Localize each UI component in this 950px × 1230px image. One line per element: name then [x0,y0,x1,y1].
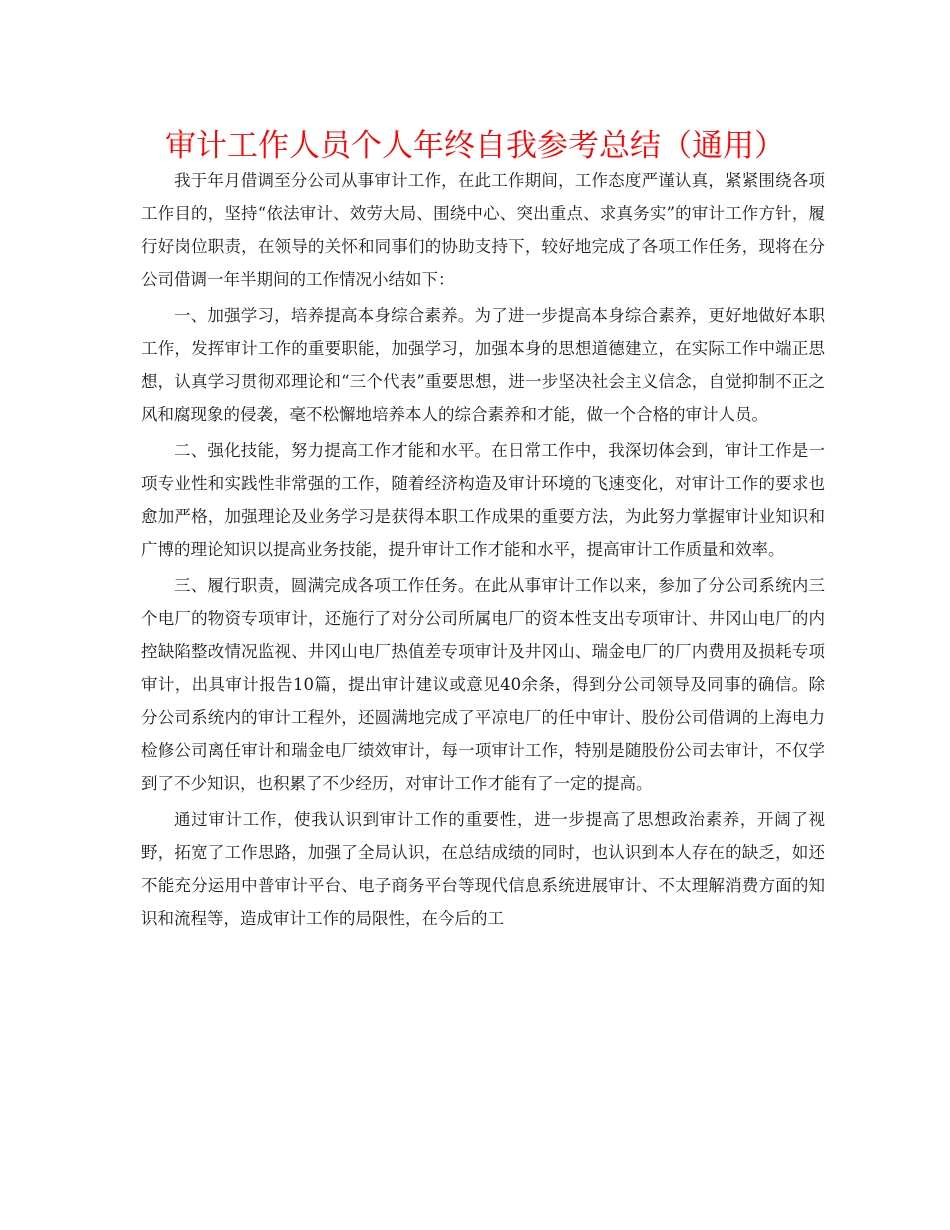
paragraph-section-3: 三、履行职责，圆满完成各项工作任务。在此从事审计工作以来，参加了分公司系统内三个电厂的物资专项审计，还施行了对分公司所属电厂的资本性支出专项审计、井冈山电厂的内控缺陷整改情况监视、井冈山电厂热值差专项审计及井冈山、瑞金电厂的厂内费用及损耗专项审计，出具审计报告10篇，提出审计建议或意见40余条，得到分公司领导及同事的确信。除分公司系统内的审计工程外，还圆满地完成了平凉电厂的任中审计、股份公司借调的上海电力检修公司离任审计和瑞金电厂绩效审计，每一项审计工作，特别是随股份公司去审计，不仅学到了不少知识，也积累了不少经历，对审计工作才能有了一定的提高。 [141,576,825,793]
document-title: 审计工作人员个人年终自我参考总结（通用） [165,128,785,164]
paragraph-section-1: 一、加强学习，培养提高本身综合素养。为了进一步提高本身综合素养，更好地做好本职工作，发挥审计工作的重要职能，加强学习，加强本身的思想道德建立，在实际工作中端正思想，认真学习贯彻邓理论和“三个代表”重要思想，进一步坚决社会主义信念，自觉抑制不正之风和腐现象的侵袭，毫不松懈地培养本人的综合素养和才能，做一个合格的审计人员。 [141,306,825,424]
paragraph-intro: 我于年月借调至分公司从事审计工作，在此工作期间，工作态度严谨认真，紧紧围绕各项工作目的，坚持“依法审计、效劳大局、围绕中心、突出重点、求真务实”的审计工作方针，履行好岗位职责，在领导的关怀和同事们的协助支持下，较好地完成了各项工作任务，现将在分公司借调一年半期间的工作情况小结如下： [141,171,825,289]
paragraph-summary: 通过审计工作，使我认识到审计工作的重要性，进一步提高了思想政治素养，开阔了视野，拓宽了工作思路，加强了全局认识，在总结成绩的同时，也认识到本人存在的缺乏，如还不能充分运用中普审计平台、电子商务平台等现代信息系统进展审计、不太理解消费方面的知识和流程等，造成审计工作的局限性，在今后的工 [141,810,825,928]
document-body [141,164,825,935]
paragraph-section-2: 二、强化技能，努力提高工作才能和水平。在日常工作中，我深切体会到，审计工作是一项专业性和实践性非常强的工作，随着经济构造及审计环境的飞速变化，对审计工作的要求也愈加严格，加强理论及业务学习是获得本职工作成果的重要方法，为此努力掌握审计业知识和广博的理论知识以提高业务技能，提升审计工作才能和水平，提高审计工作质量和效率。 [141,441,825,559]
